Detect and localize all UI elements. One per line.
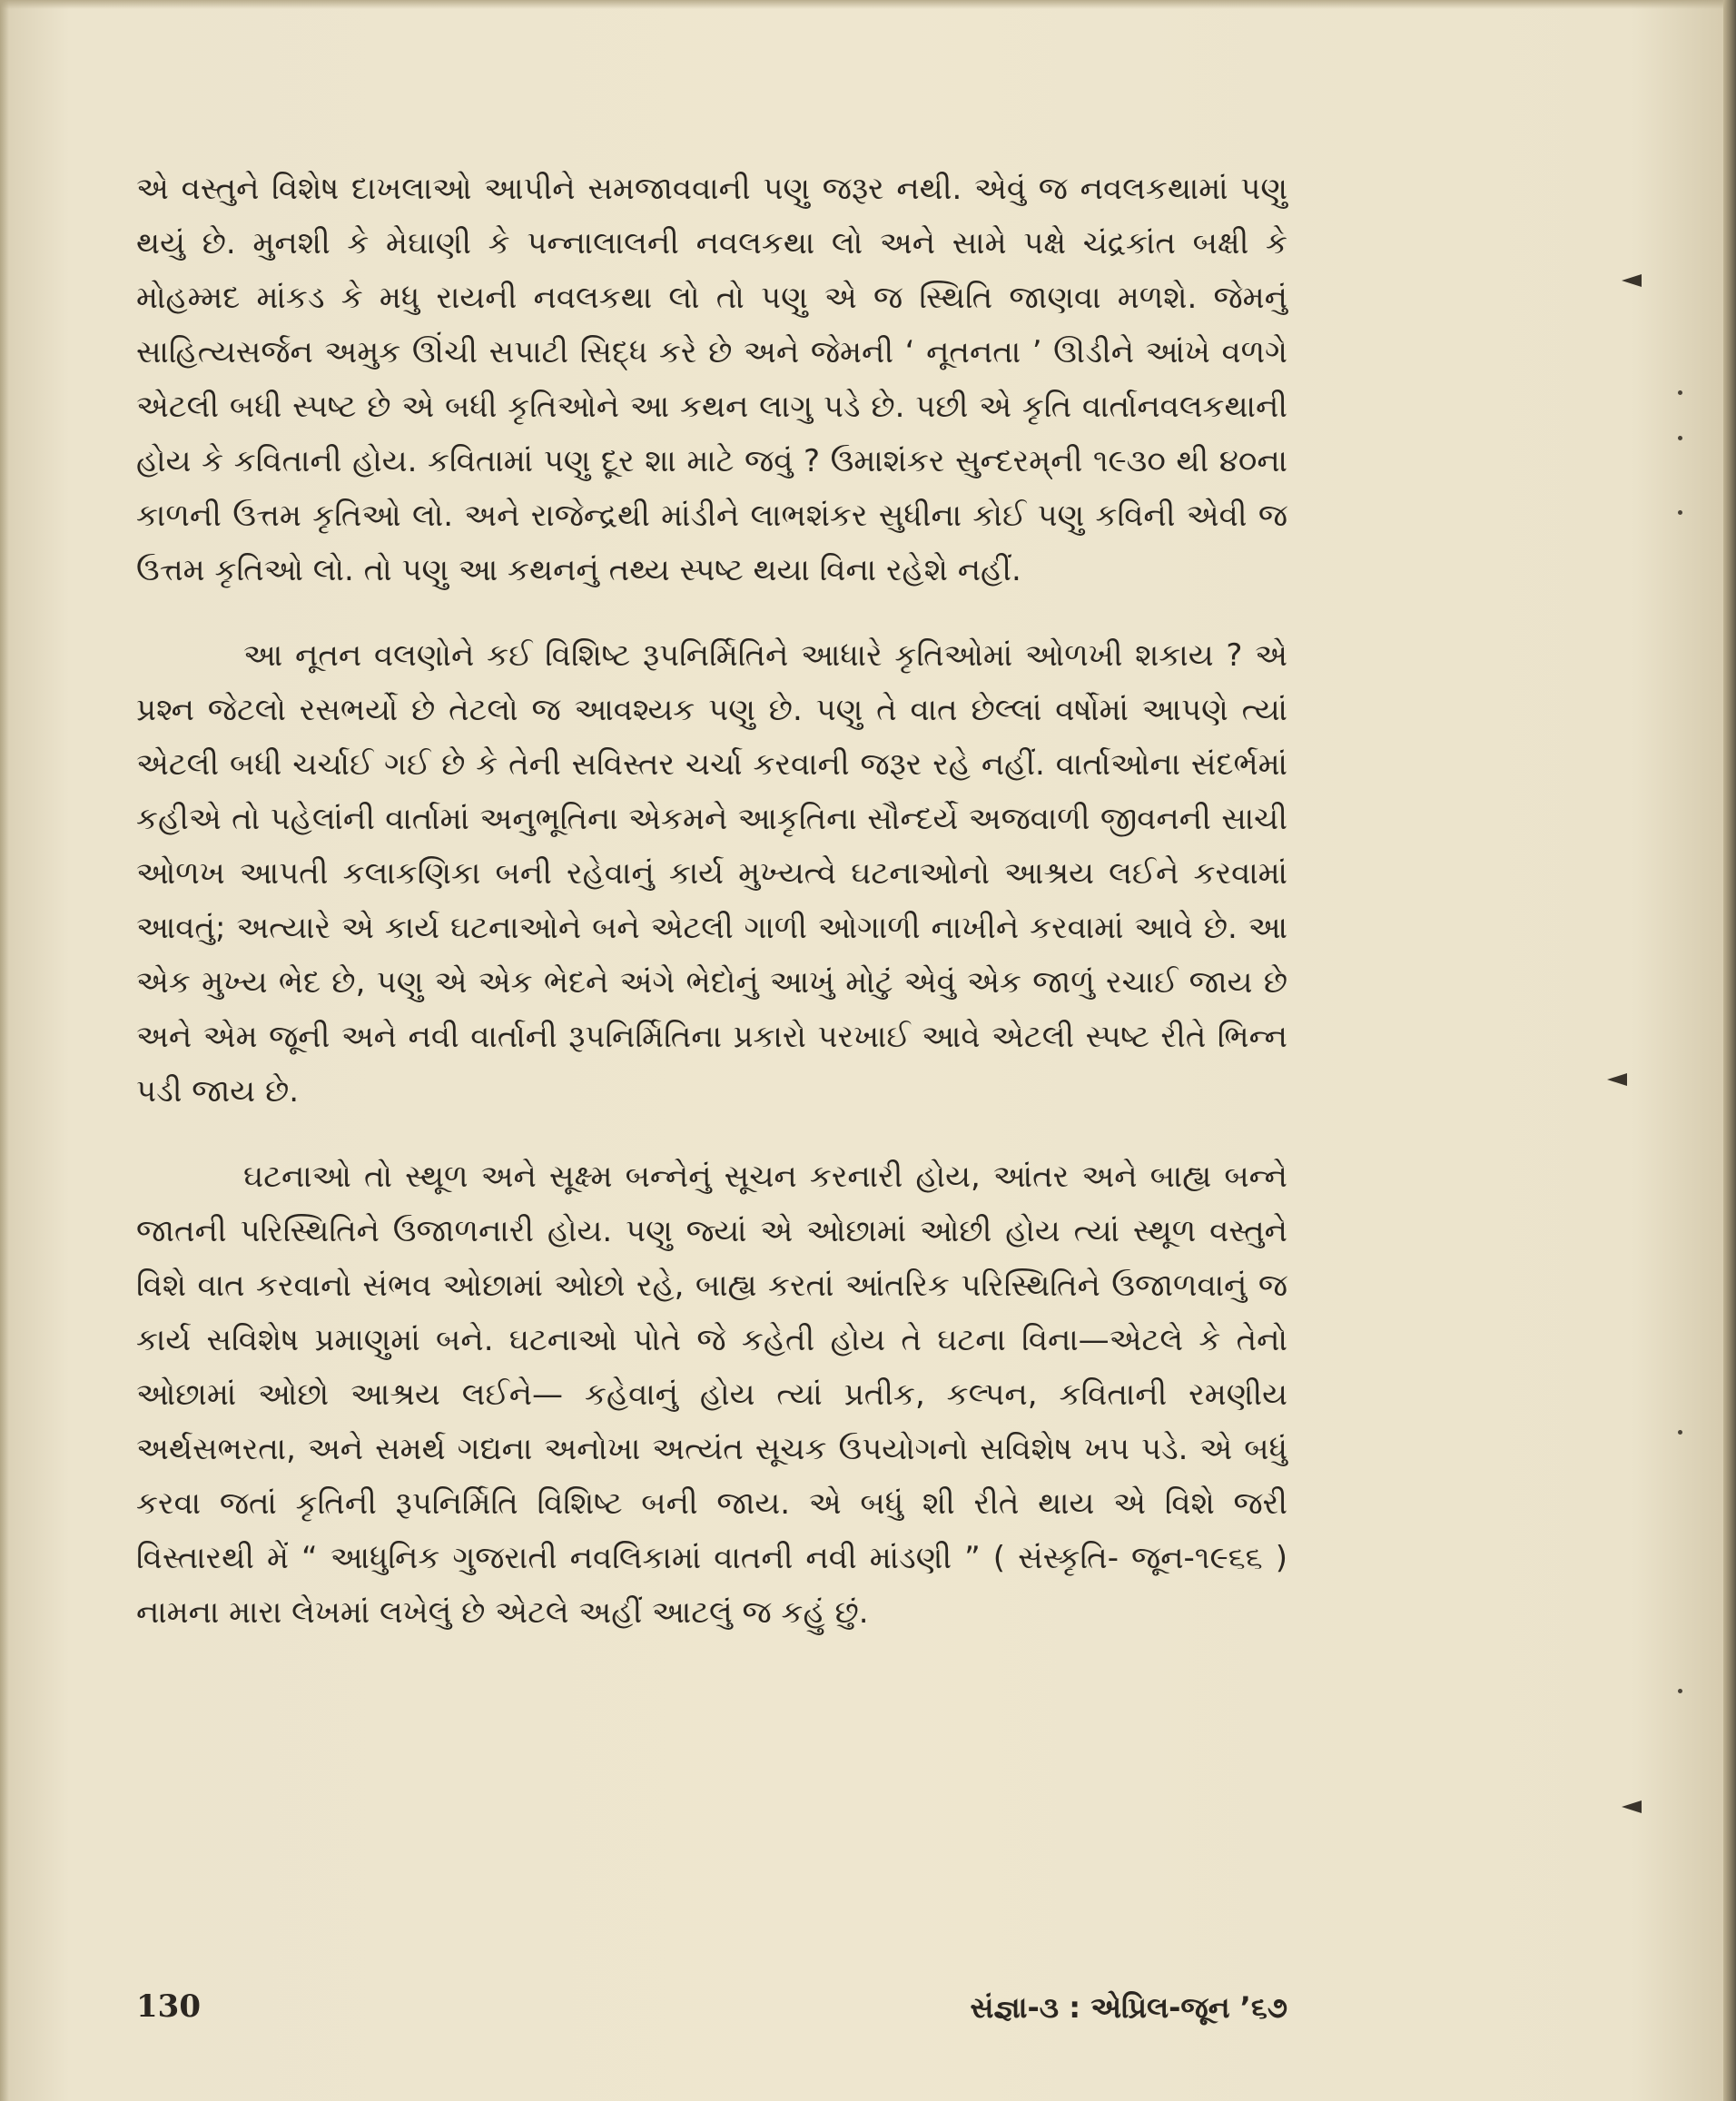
running-footer: સંજ્ઞા-૩ : એપ્રિલ-જૂન ’૬૭ [970, 1990, 1287, 2025]
margin-arrow-icon [1607, 1073, 1627, 1086]
paragraph-1: એ વસ્તુને વિશેષ દાખલાઓ આપીને સમજાવવાની પણુ જરૂર નથી. એવું જ નવલકથામાં પણુ થયું છે. મુનશી કે મેઘાણી કે પન્નાલાલની નવલકથા લો અને સામે પક્ષે ચંદ્રકાંત બક્ષી કે મોહમ્મદ માંકડ કે મધુ રાયની નવલકથા લો તો પણુ એ જ સ્થિતિ જાણવા મળશે. જેમનું સાહિત્યસર્જન અમુક ઊંચી સપાટી સિદ્ધ કરે છે અને જેમની ‘ નૂતનતા ’ ઊડીને આંખે વળગે એટલી બધી સ્પષ્ટ છે એ બધી કૃતિઓને આ કથન લાગુ પડે છે. પછી એ કૃતિ વાર્તાનવલકથાની હોય કે કવિતાની હોય. કવિતામાં પણુ દૂર શા માટે જવું ? ઉમાશંકર સુન્દરમ્‌ની ૧૯૩૦ થી ૪૦ના કાળની ઉત્તમ કૃતિઓ લો. અને રાજેન્દ્રથી માંડીને લાભશંકર સુધીના કોઈ પણુ કવિની એવી જ ઉત્તમ કૃતિઓ લો. તો પણુ આ કથનનું તથ્ય સ્પષ્ટ થયા વિના રહેશે નહીં. [136, 171, 1287, 588]
margin-dot-icon [1678, 390, 1682, 395]
page-number: 130 [136, 1988, 201, 2025]
margin-dot-icon [1678, 1430, 1682, 1435]
page-edge-left [0, 0, 9, 2101]
margin-arrow-icon [1622, 274, 1642, 287]
page-footer [136, 1988, 1287, 2034]
margin-dot-icon [1678, 1689, 1682, 1693]
margin-arrow-icon [1622, 1800, 1642, 1813]
margin-dot-icon [1678, 510, 1682, 515]
page-edge-top [0, 0, 1736, 9]
body-text [136, 162, 1287, 1640]
paragraph-3: ઘટનાઓ તો સ્થૂળ અને સૂક્ષ્મ બન્નેનું સૂચન કરનારી હોય, આંતર અને બાહ્ય બન્ને જાતની પરિસ્થિતિને ઉજાળનારી હોય. પણુ જ્યાં એ ઓછામાં ઓછી હોય ત્યાં સ્થૂળ વસ્તુને વિશે વાત કરવાનો સંભવ ઓછામાં ઓછો રહે, બાહ્ય કરતાં આંતરિક પરિસ્થિતિને ઉજાળવાનું જ કાર્ય સવિશેષ પ્રમાણુમાં બને. ઘટનાઓ પોતે જે કહેતી હોય તે ઘટના વિના—એટલે કે તેનો ઓછામાં ઓછો આશ્રય લઈને— કહેવાનું હોય ત્યાં પ્રતીક, કલ્પન, કવિતાની રમણીય અર્થસભરતા, અને સમર્થ ગદ્યના અનોખા અત્યંત સૂચક ઉપયોગનો સવિશેષ ખપ પડે. એ બધું કરવા જતાં કૃતિની રૂપનિર્મિતિ વિશિષ્ટ બની જાય. એ બધું શી રીતે થાય એ વિશે જરી વિસ્તારથી મેં “ આધુનિક ગુજરાતી નવલિકામાં વાતની નવી માંડણી ” ( સંસ્કૃતિ- જૂન-૧૯૬૬ ) નામના મારા લેખમાં લખેલું છે એટલે અહીં આટલું જ કહું છું. [136, 1159, 1287, 1631]
paragraph-2: આ નૂતન વલણોને કઈ વિશિષ્ટ રૂપનિર્મિતિને આધારે કૃતિઓમાં ઓળખી શકાય ? એ પ્રશ્ન જેટલો રસભર્યો છે તેટલો જ આવશ્યક પણુ છે. પણુ તે વાત છેલ્લાં વર્ષોમાં આપણે ત્યાં એટલી બધી ચર્ચાઈ ગઈ છે કે તેની સવિસ્તર ચર્ચા કરવાની જરૂર રહે નહીં. વાર્તાઓના સંદર્ભમાં કહીએ તો પહેલાંની વાર્તામાં અનુભૂતિના એકમને આકૃતિના સૌન્દર્યે અજવાળી જીવનની સાચી ઓળખ આપતી કલાકણિકા બની રહેવાનું કાર્ય મુખ્યત્વે ઘટનાઓનો આશ્રય લઈને કરવામાં આવતું; અત્યારે એ કાર્ય ઘટનાઓને બને એટલી ગાળી ઓગાળી નાખીને કરવામાં આવે છે. આ એક મુખ્ય ભેદ છે, પણુ એ એક ભેદને અંગે ભેદોનું આખું મોટું એવું એક જાળું રચાઈ જાય છે અને એમ જૂની અને નવી વાર્તાની રૂપનિર્મિતિના પ્રકારો પરખાઈ આવે એટલી સ્પષ્ટ રીતે ભિન્ન પડી જાય છે. [136, 637, 1287, 1110]
page-edge-right [1723, 0, 1736, 2101]
margin-dot-icon [1678, 436, 1682, 440]
